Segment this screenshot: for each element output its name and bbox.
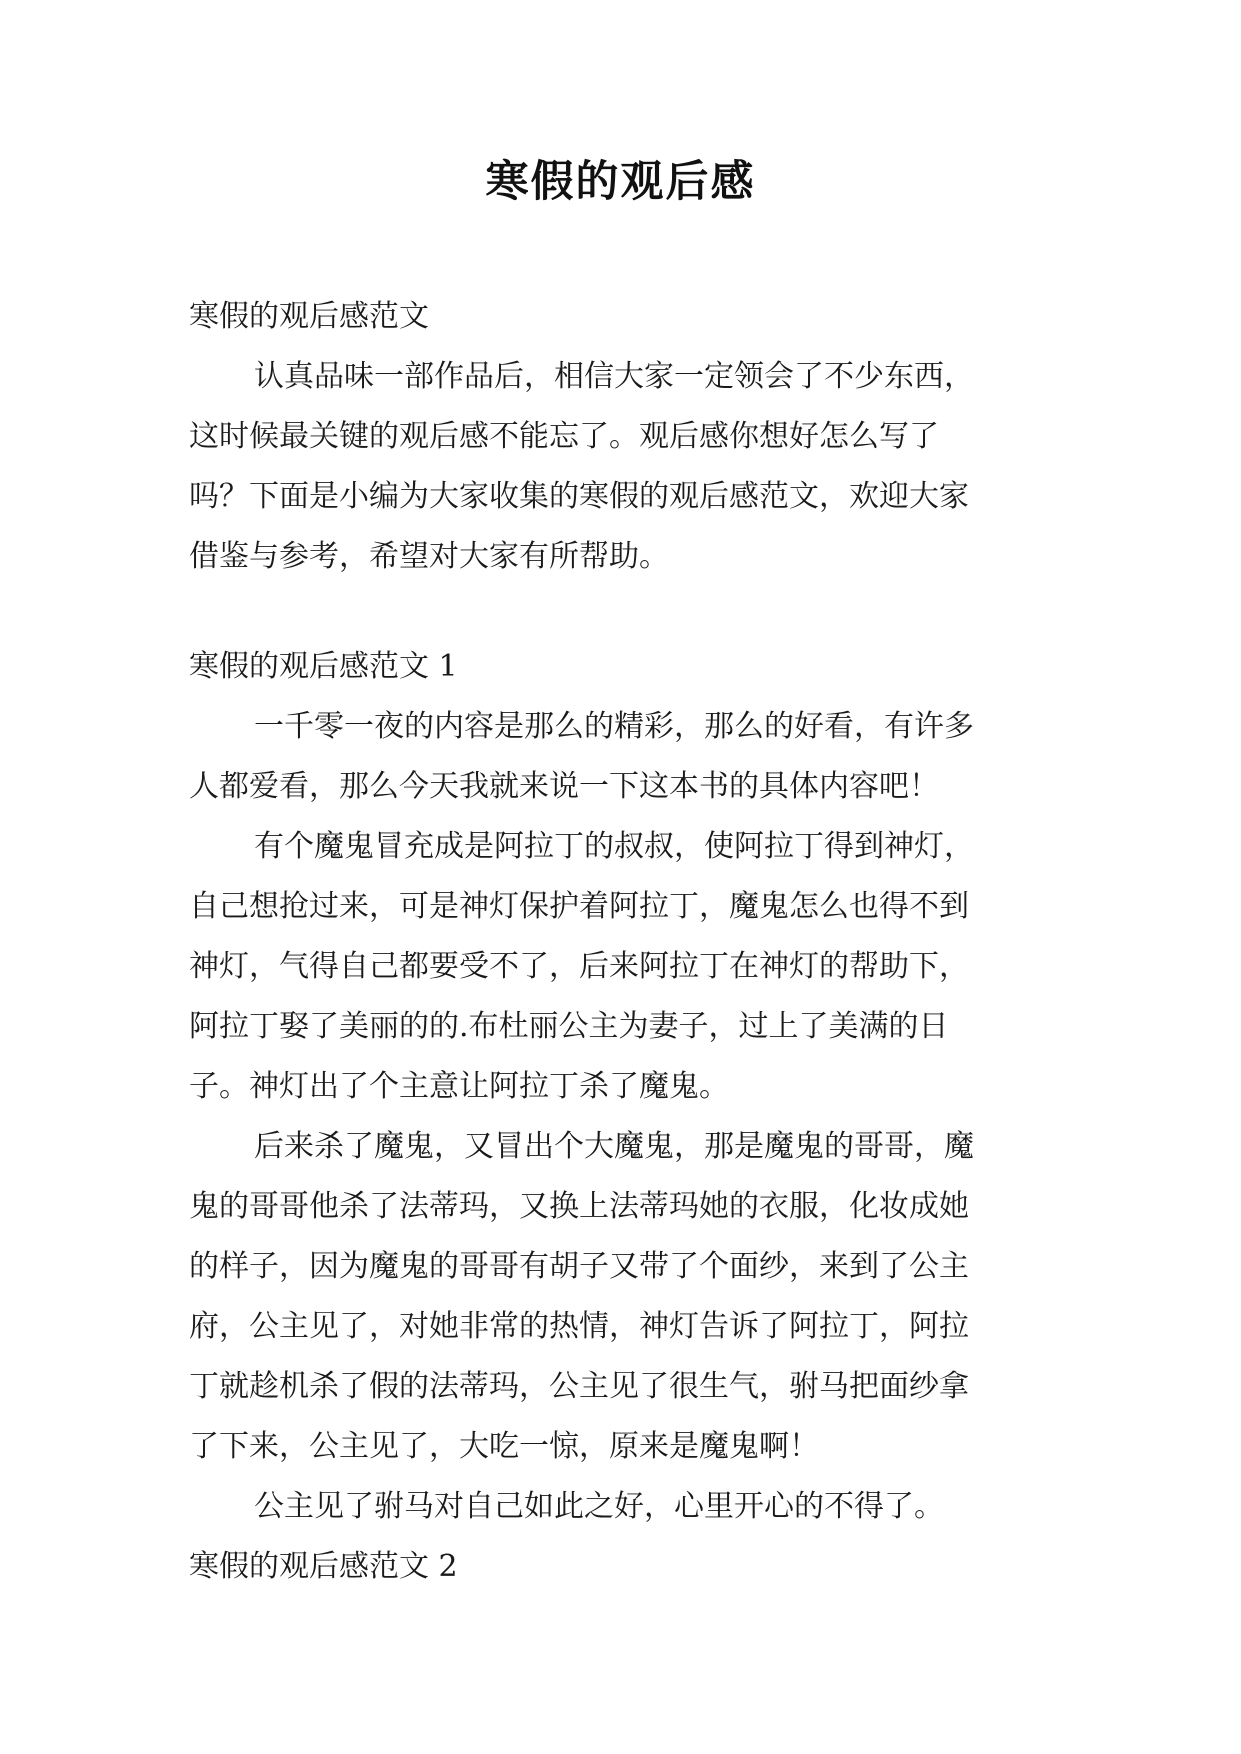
section1-paragraph-line: 后来杀了魔鬼，又冒出个大魔鬼，那是魔鬼的哥哥，魔 bbox=[254, 1129, 974, 1164]
intro-paragraph-line: 这时候最关键的观后感不能忘了。观后感你想好怎么写了 bbox=[189, 419, 939, 454]
section1-paragraph-line: 了下来，公主见了，大吃一惊，原来是魔鬼啊！ bbox=[189, 1429, 819, 1464]
section1-paragraph-line: 自己想抢过来，可是神灯保护着阿拉丁，魔鬼怎么也得不到 bbox=[189, 889, 969, 924]
section1-paragraph-line: 有个魔鬼冒充成是阿拉丁的叔叔，使阿拉丁得到神灯， bbox=[254, 829, 974, 864]
intro-paragraph-line: 认真品味一部作品后，相信大家一定领会了不少东西， bbox=[254, 359, 974, 394]
section1-paragraph-line: 阿拉丁娶了美丽的的.布杜丽公主为妻子，过上了美满的日 bbox=[189, 1009, 949, 1044]
section1-paragraph-line: 府，公主见了，对她非常的热情，神灯告诉了阿拉丁，阿拉 bbox=[189, 1309, 969, 1344]
intro-paragraph-line: 吗？下面是小编为大家收集的寒假的观后感范文，欢迎大家 bbox=[189, 479, 969, 514]
section1-paragraph-line: 一千零一夜的内容是那么的精彩，那么的好看，有许多 bbox=[254, 709, 974, 744]
section1-paragraph-line: 神灯，气得自己都要受不了，后来阿拉丁在神灯的帮助下， bbox=[189, 949, 969, 984]
intro-paragraph-line: 借鉴与参考，希望对大家有所帮助。 bbox=[189, 539, 669, 574]
section2-heading: 寒假的观后感范文 2 bbox=[189, 1549, 458, 1584]
intro-heading: 寒假的观后感范文 bbox=[189, 299, 429, 334]
section1-paragraph-line: 的样子，因为魔鬼的哥哥有胡子又带了个面纱，来到了公主 bbox=[189, 1249, 969, 1284]
section1-heading: 寒假的观后感范文 1 bbox=[189, 649, 458, 684]
section1-paragraph-line: 人都爱看，那么今天我就来说一下这本书的具体内容吧！ bbox=[189, 769, 939, 804]
section1-paragraph-line: 公主见了驸马对自己如此之好，心里开心的不得了。 bbox=[254, 1489, 944, 1524]
section1-paragraph-line: 子。神灯出了个主意让阿拉丁杀了魔鬼。 bbox=[189, 1069, 729, 1104]
section1-paragraph-line: 鬼的哥哥他杀了法蒂玛，又换上法蒂玛她的衣服，化妆成她 bbox=[189, 1189, 969, 1224]
page-title: 寒假的观后感 bbox=[485, 157, 756, 207]
section1-paragraph-line: 丁就趁机杀了假的法蒂玛，公主见了很生气，驸马把面纱拿 bbox=[189, 1369, 969, 1404]
